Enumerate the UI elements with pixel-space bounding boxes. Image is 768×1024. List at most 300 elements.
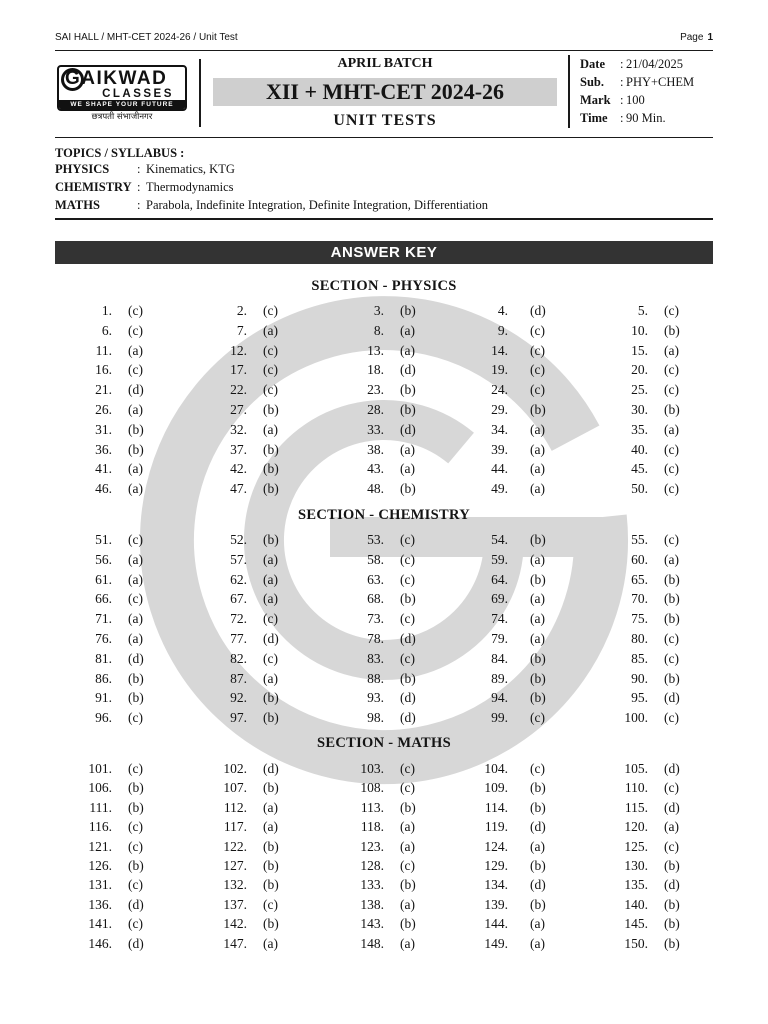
answer-option: (c) xyxy=(128,303,143,318)
answer-option: (b) xyxy=(128,799,144,815)
question-number: 88. xyxy=(367,670,384,686)
question-number: 102. xyxy=(223,761,247,776)
question-number: 25. xyxy=(631,382,648,398)
answer-option: (a) xyxy=(530,611,545,627)
question-number: 146. xyxy=(88,935,112,951)
syllabus-topics: Thermodynamics xyxy=(146,180,234,194)
physics-answer-grid xyxy=(55,301,713,499)
answer-option: (a) xyxy=(400,896,415,912)
question-number: 85. xyxy=(631,650,648,666)
question-number: 74. xyxy=(491,611,508,627)
section-title-physics: SECTION - PHYSICS xyxy=(311,278,457,294)
answer-option: (a) xyxy=(263,571,278,587)
question-number: 97. xyxy=(230,710,247,726)
question-number: 71. xyxy=(95,611,112,627)
header-bottom-rule xyxy=(55,137,713,138)
question-number: 70. xyxy=(631,591,648,607)
answer-option: (c) xyxy=(664,461,679,477)
answer-option: (b) xyxy=(128,670,144,686)
answer-option: (c) xyxy=(128,532,143,547)
question-number: 62. xyxy=(230,571,247,587)
question-number: 138. xyxy=(360,896,384,912)
answer-option: (a) xyxy=(530,421,545,437)
question-number: 41. xyxy=(95,461,112,477)
answer-option: (b) xyxy=(400,382,416,398)
question-number: 34. xyxy=(491,421,508,437)
answer-option: (b) xyxy=(263,461,279,477)
answer-option: (a) xyxy=(128,571,143,587)
answer-option: (c) xyxy=(128,877,143,893)
answer-option: (a) xyxy=(128,401,143,417)
question-number: 89. xyxy=(491,670,508,686)
logo-tagline: WE SHAPE YOUR FUTURE xyxy=(59,100,185,109)
answer-option: (b) xyxy=(664,857,680,873)
question-number: 68. xyxy=(367,591,384,607)
answer-option: (b) xyxy=(263,780,279,796)
answer-option: (c) xyxy=(664,710,679,726)
answer-option: (c) xyxy=(400,571,415,587)
question-number: 127. xyxy=(223,857,247,873)
answer-option: (b) xyxy=(530,532,546,547)
meta-separator: : xyxy=(620,57,624,71)
question-number: 24. xyxy=(491,382,508,398)
answer-option: (b) xyxy=(128,421,144,437)
answer-option: (c) xyxy=(530,382,545,398)
question-number: 21. xyxy=(95,382,112,398)
answer-option: (b) xyxy=(263,481,279,497)
meta-time xyxy=(580,109,694,127)
answer-option: (d) xyxy=(128,650,144,666)
answer-option: (b) xyxy=(128,780,144,796)
question-number: 81. xyxy=(95,650,112,666)
question-number: 20. xyxy=(631,362,648,378)
answer-option: (c) xyxy=(400,532,415,547)
answer-option: (c) xyxy=(664,303,679,318)
question-number: 141. xyxy=(88,916,112,932)
answer-option: (a) xyxy=(530,551,545,567)
syllabus-topics: Parabola, Indefinite Integration, Definite Integration, Differentiation xyxy=(146,198,489,212)
question-number: 124. xyxy=(484,838,508,854)
answer-option: (c) xyxy=(263,611,278,627)
answer-option: (b) xyxy=(263,441,279,457)
question-number: 35. xyxy=(631,421,648,437)
question-number: 99. xyxy=(491,710,508,726)
question-number: 147. xyxy=(223,935,247,951)
answer-option: (d) xyxy=(530,819,546,835)
question-number: 83. xyxy=(367,650,384,666)
answer-option: (c) xyxy=(128,591,143,607)
question-number: 136. xyxy=(88,896,112,912)
answer-option: (b) xyxy=(530,857,546,873)
answer-option: (c) xyxy=(400,780,415,796)
divider-right xyxy=(568,55,570,128)
question-number: 93. xyxy=(367,690,384,706)
answer-option: (c) xyxy=(128,916,143,932)
question-number: 133. xyxy=(360,877,384,893)
question-number: 104. xyxy=(484,761,508,776)
answer-option: (b) xyxy=(263,838,279,854)
answer-option: (a) xyxy=(400,935,415,951)
answer-option: (b) xyxy=(664,935,680,951)
answer-option: (c) xyxy=(263,362,278,378)
question-number: 113. xyxy=(360,799,384,815)
syllabus-list xyxy=(55,160,488,214)
answer-option: (a) xyxy=(400,461,415,477)
question-number: 95. xyxy=(631,690,648,706)
question-number: 134. xyxy=(484,877,508,893)
answer-option: (a) xyxy=(263,421,278,437)
answer-option: (a) xyxy=(128,461,143,477)
syllabus-separator: : xyxy=(137,180,141,194)
question-number: 28. xyxy=(367,401,384,417)
answer-option: (c) xyxy=(263,303,278,318)
question-number: 110. xyxy=(624,780,648,796)
question-number: 67. xyxy=(230,591,247,607)
answer-option: (b) xyxy=(263,710,279,726)
answer-option: (c) xyxy=(263,342,278,358)
answer-option: (a) xyxy=(400,322,415,338)
answer-option: (b) xyxy=(530,799,546,815)
answer-option: (b) xyxy=(400,481,416,497)
question-number: 16. xyxy=(95,362,112,378)
answer-option: (d) xyxy=(128,935,144,951)
answer-option: (b) xyxy=(664,670,680,686)
answer-option: (b) xyxy=(400,799,416,815)
answer-option: (c) xyxy=(400,857,415,873)
meta-separator: : xyxy=(620,93,624,107)
question-number: 105. xyxy=(624,761,648,776)
answer-option: (a) xyxy=(664,551,679,567)
answer-option: (a) xyxy=(263,551,278,567)
question-number: 87. xyxy=(230,670,247,686)
question-number: 57. xyxy=(230,551,247,567)
syllabus-subject: CHEMISTRY xyxy=(55,180,132,194)
answer-option: (d) xyxy=(400,710,416,726)
answer-option: (a) xyxy=(530,591,545,607)
question-number: 64. xyxy=(491,571,508,587)
question-number: 125. xyxy=(624,838,648,854)
page-number: 1 xyxy=(707,32,713,43)
test-meta xyxy=(580,55,694,127)
syllabus-separator: : xyxy=(137,198,141,212)
question-number: 107. xyxy=(223,780,247,796)
question-number: 139. xyxy=(484,896,508,912)
question-number: 13. xyxy=(367,342,384,358)
meta-value: 21/04/2025 xyxy=(626,57,683,71)
answer-option: (d) xyxy=(400,690,416,706)
answer-option: (b) xyxy=(400,877,416,893)
question-number: 51. xyxy=(95,532,112,547)
meta-label: Mark xyxy=(580,93,611,107)
question-number: 43. xyxy=(367,461,384,477)
question-number: 79. xyxy=(491,630,508,646)
question-number: 49. xyxy=(491,481,508,497)
syllabus-row-maths xyxy=(55,196,488,214)
answer-option: (d) xyxy=(530,877,546,893)
question-number: 116. xyxy=(88,819,112,835)
question-number: 148. xyxy=(360,935,384,951)
answer-option: (a) xyxy=(530,441,545,457)
answer-option: (c) xyxy=(263,896,278,912)
answer-option: (a) xyxy=(530,838,545,854)
answer-option: (a) xyxy=(400,342,415,358)
meta-marks xyxy=(580,91,694,109)
question-number: 126. xyxy=(88,857,112,873)
answer-option: (d) xyxy=(263,630,279,646)
question-number: 19. xyxy=(491,362,508,378)
header-rule xyxy=(55,50,713,51)
page-indicator xyxy=(680,32,713,44)
question-number: 142. xyxy=(223,916,247,932)
answer-option: (b) xyxy=(530,571,546,587)
question-number: 17. xyxy=(230,362,247,378)
answer-option: (c) xyxy=(128,819,143,835)
question-number: 114. xyxy=(484,799,508,815)
answer-option: (b) xyxy=(263,857,279,873)
meta-date xyxy=(580,55,694,73)
question-number: 37. xyxy=(230,441,247,457)
answer-option: (d) xyxy=(664,799,680,815)
syllabus-subject: PHYSICS xyxy=(55,162,110,176)
question-number: 121. xyxy=(88,838,112,854)
question-number: 131. xyxy=(88,877,112,893)
running-header: SAI HALL / MHT-CET 2024-26 / Unit Test xyxy=(55,32,238,43)
question-number: 78. xyxy=(367,630,384,646)
logo-city: छत्रपती संभाजीनगर xyxy=(91,112,153,122)
answer-option: (a) xyxy=(128,551,143,567)
question-number: 63. xyxy=(367,571,384,587)
syllabus-subject: MATHS xyxy=(55,198,100,212)
course-title: XII + MHT-CET 2024-26 xyxy=(265,79,505,104)
syllabus-heading: TOPICS / SYLLABUS : xyxy=(55,146,185,160)
question-number: 36. xyxy=(95,441,112,457)
question-number: 84. xyxy=(491,650,508,666)
answer-option: (b) xyxy=(664,571,680,587)
answer-option: (a) xyxy=(530,916,545,932)
answer-option: (b) xyxy=(400,591,416,607)
question-number: 86. xyxy=(95,670,112,686)
meta-value: 90 Min. xyxy=(626,111,666,125)
question-number: 39. xyxy=(491,441,508,457)
question-number: 38. xyxy=(367,441,384,457)
answer-option: (a) xyxy=(263,819,278,835)
meta-separator: : xyxy=(620,75,624,89)
question-number: 129. xyxy=(484,857,508,873)
answer-option: (c) xyxy=(263,650,278,666)
question-number: 80. xyxy=(631,630,648,646)
question-number: 23. xyxy=(367,382,384,398)
question-number: 106. xyxy=(88,780,112,796)
question-number: 137. xyxy=(223,896,247,912)
answer-option: (c) xyxy=(530,761,545,776)
question-number: 72. xyxy=(230,611,247,627)
question-number: 100. xyxy=(624,710,648,726)
question-number: 65. xyxy=(631,571,648,587)
question-number: 22. xyxy=(230,382,247,398)
answer-option: (d) xyxy=(530,303,546,318)
answer-option: (c) xyxy=(664,481,679,497)
answer-option: (c) xyxy=(128,322,143,338)
question-number: 128. xyxy=(360,857,384,873)
question-number: 42. xyxy=(230,461,247,477)
answer-option: (c) xyxy=(400,551,415,567)
answer-option: (b) xyxy=(400,303,416,318)
syllabus-row-chemistry xyxy=(55,178,488,196)
question-number: 101. xyxy=(88,761,112,776)
question-number: 145. xyxy=(624,916,648,932)
answer-option: (d) xyxy=(664,877,680,893)
question-number: 132. xyxy=(223,877,247,893)
question-number: 53. xyxy=(367,532,384,547)
question-number: 103. xyxy=(360,761,384,776)
page-label: Page xyxy=(680,32,704,43)
maths-answer-grid xyxy=(55,759,713,953)
answer-option: (b) xyxy=(400,401,416,417)
question-number: 52. xyxy=(230,532,247,547)
answer-option: (a) xyxy=(664,819,679,835)
question-number: 150. xyxy=(624,935,648,951)
answer-option: (a) xyxy=(530,481,545,497)
logo-brand: GAIKWAD xyxy=(65,68,168,89)
question-number: 112. xyxy=(223,799,247,815)
answer-option: (a) xyxy=(664,342,679,358)
meta-value: 100 xyxy=(626,93,645,107)
question-number: 73. xyxy=(367,611,384,627)
answer-option: (c) xyxy=(530,362,545,378)
question-number: 61. xyxy=(95,571,112,587)
question-number: 31. xyxy=(95,421,112,437)
answer-option: (c) xyxy=(664,362,679,378)
answer-option: (c) xyxy=(664,630,679,646)
question-number: 123. xyxy=(360,838,384,854)
question-number: 12. xyxy=(230,342,247,358)
answer-option: (c) xyxy=(530,322,545,338)
question-number: 115. xyxy=(624,799,648,815)
question-number: 11. xyxy=(95,342,112,358)
answer-option: (b) xyxy=(664,896,680,912)
answer-option: (c) xyxy=(128,710,143,726)
answer-option: (a) xyxy=(400,819,415,835)
answer-option: (b) xyxy=(530,780,546,796)
question-number: 69. xyxy=(491,591,508,607)
meta-separator: : xyxy=(620,111,624,125)
section-title-maths: SECTION - MATHS xyxy=(317,735,451,751)
answer-option: (b) xyxy=(263,532,279,547)
question-number: 111. xyxy=(89,799,112,815)
question-number: 1. xyxy=(101,303,112,318)
meta-label: Sub. xyxy=(580,75,604,89)
answer-option: (c) xyxy=(263,382,278,398)
answer-option: (c) xyxy=(664,838,679,854)
syllabus-rule xyxy=(55,218,713,220)
answer-option: (b) xyxy=(128,690,144,706)
question-number: 92. xyxy=(230,690,247,706)
question-number: 98. xyxy=(367,710,384,726)
answer-option: (a) xyxy=(530,630,545,646)
answer-option: (b) xyxy=(263,690,279,706)
answer-option: (a) xyxy=(128,481,143,497)
question-number: 76. xyxy=(95,630,112,646)
answer-option: (b) xyxy=(664,401,680,417)
question-number: 54. xyxy=(491,532,508,547)
answer-option: (b) xyxy=(664,611,680,627)
question-number: 60. xyxy=(631,551,648,567)
answer-option: (b) xyxy=(530,690,546,706)
question-number: 40. xyxy=(631,441,648,457)
answer-key-title: ANSWER KEY xyxy=(55,241,713,264)
question-number: 14. xyxy=(491,342,508,358)
question-number: 122. xyxy=(223,838,247,854)
answer-option: (b) xyxy=(664,322,680,338)
question-number: 94. xyxy=(491,690,508,706)
question-number: 55. xyxy=(631,532,648,547)
meta-label: Date xyxy=(580,57,605,71)
answer-option: (d) xyxy=(128,382,144,398)
question-number: 48. xyxy=(367,481,384,497)
question-number: 44. xyxy=(491,461,508,477)
answer-option: (a) xyxy=(128,630,143,646)
question-number: 59. xyxy=(491,551,508,567)
answer-option: (c) xyxy=(530,342,545,358)
answer-option: (a) xyxy=(400,441,415,457)
answer-option: (d) xyxy=(263,761,279,776)
answer-option: (b) xyxy=(400,670,416,686)
answer-option: (b) xyxy=(664,591,680,607)
question-number: 77. xyxy=(230,630,247,646)
divider-left xyxy=(199,59,201,127)
syllabus-row-physics xyxy=(55,160,488,178)
answer-option: (c) xyxy=(400,611,415,627)
question-number: 82. xyxy=(230,650,247,666)
question-number: 4. xyxy=(497,303,508,318)
answer-option: (a) xyxy=(400,838,415,854)
answer-option: (c) xyxy=(128,838,143,854)
answer-option: (d) xyxy=(664,690,680,706)
answer-option: (a) xyxy=(128,342,143,358)
answer-option: (a) xyxy=(263,799,278,815)
question-number: 47. xyxy=(230,481,247,497)
logo xyxy=(57,65,187,111)
answer-option: (d) xyxy=(400,630,416,646)
answer-option: (d) xyxy=(128,896,144,912)
answer-option: (a) xyxy=(664,421,679,437)
question-number: 30. xyxy=(631,401,648,417)
question-number: 18. xyxy=(367,362,384,378)
test-title: UNIT TESTS xyxy=(333,112,437,129)
question-number: 120. xyxy=(624,819,648,835)
answer-option: (c) xyxy=(400,650,415,666)
answer-option: (a) xyxy=(263,322,278,338)
logo-subbrand: CLASSES xyxy=(102,88,174,100)
answer-option: (b) xyxy=(263,916,279,932)
question-number: 96. xyxy=(95,710,112,726)
answer-option: (b) xyxy=(530,670,546,686)
syllabus-separator: : xyxy=(137,162,141,176)
course-banner xyxy=(213,78,557,106)
question-number: 58. xyxy=(367,551,384,567)
answer-option: (c) xyxy=(664,382,679,398)
answer-option: (a) xyxy=(263,591,278,607)
question-number: 3. xyxy=(373,303,384,318)
answer-option: (d) xyxy=(400,421,416,437)
question-number: 2. xyxy=(236,303,247,318)
question-number: 90. xyxy=(631,670,648,686)
question-number: 108. xyxy=(360,780,384,796)
meta-subject xyxy=(580,73,694,91)
answer-option: (c) xyxy=(664,780,679,796)
answer-option: (b) xyxy=(664,916,680,932)
answer-option: (b) xyxy=(263,401,279,417)
